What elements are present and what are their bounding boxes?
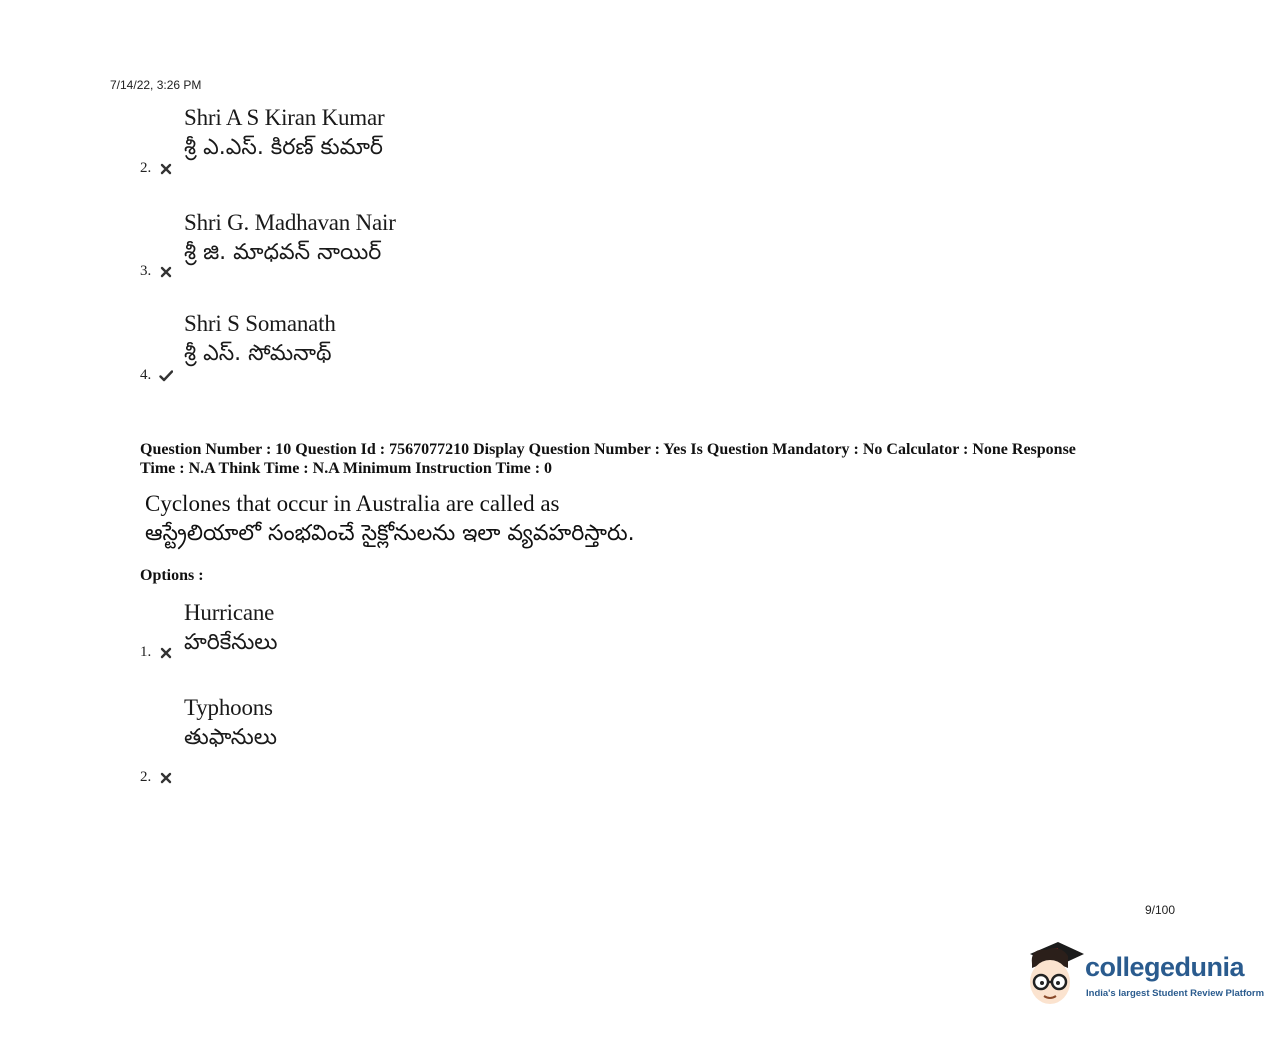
question-text-en: Cyclones that occur in Australia are called as (145, 491, 560, 516)
cross-icon (159, 266, 173, 278)
option-text-en: Shri A S Kiran Kumar (184, 105, 385, 130)
cross-icon (159, 772, 173, 784)
option-text-te: శ్రీ ఎ.ఎస్. కిరణ్ కుమార్ (184, 135, 383, 160)
option-text-te: శ్రీ జి. మాధవన్ నాయిర్ (184, 240, 382, 265)
option-number (140, 367, 173, 384)
collegedunia-mascot-icon (1024, 938, 1086, 1010)
option-text-en: Typhoons (184, 695, 273, 720)
question-header-line: Time : N.A Think Time : N.A Minimum Instruction Time : 0 (140, 460, 553, 477)
option-number-label: 4. (140, 367, 152, 383)
option-text-te: శ్రీ ఎస్. సోమనాథ్ (184, 341, 332, 366)
option-number-label: 2. (140, 769, 152, 785)
print-timestamp: 7/14/22, 3:26 PM (110, 78, 202, 92)
option-text-en: Shri G. Madhavan Nair (184, 210, 396, 235)
logo-tagline: India's largest Student Review Platform (1086, 988, 1265, 999)
question-text-te: ఆస్ట్రేలియాలో సంభవించే సైక్లోనులను ఇలా వ్యవహరిస్తారు. (145, 521, 635, 546)
option-text-en: Hurricane (184, 600, 275, 625)
option-number (140, 160, 173, 177)
option-text-en: Shri S Somanath (184, 311, 336, 336)
option-number-label: 1. (140, 644, 152, 660)
collegedunia-logo: collegedunia (1085, 952, 1245, 982)
option-number-label: 2. (140, 160, 152, 176)
option-number (140, 769, 173, 786)
cross-icon (159, 163, 173, 175)
page-number: 9/100 (1145, 903, 1176, 917)
option-text-te: తుఫానులు (184, 725, 277, 750)
question-header-line: Question Number : 10 Question Id : 7567077210 Display Question Number : Yes Is Question Mandatory : No Calculator : None Response (140, 441, 1076, 458)
option-text-te: హరికేనులు (184, 630, 278, 655)
cross-icon (159, 647, 173, 659)
option-number (140, 263, 173, 280)
option-number (140, 644, 173, 661)
option-number-label: 3. (140, 263, 152, 279)
question-header (140, 440, 1170, 478)
options-label: Options : (140, 567, 204, 584)
check-icon (159, 370, 173, 382)
